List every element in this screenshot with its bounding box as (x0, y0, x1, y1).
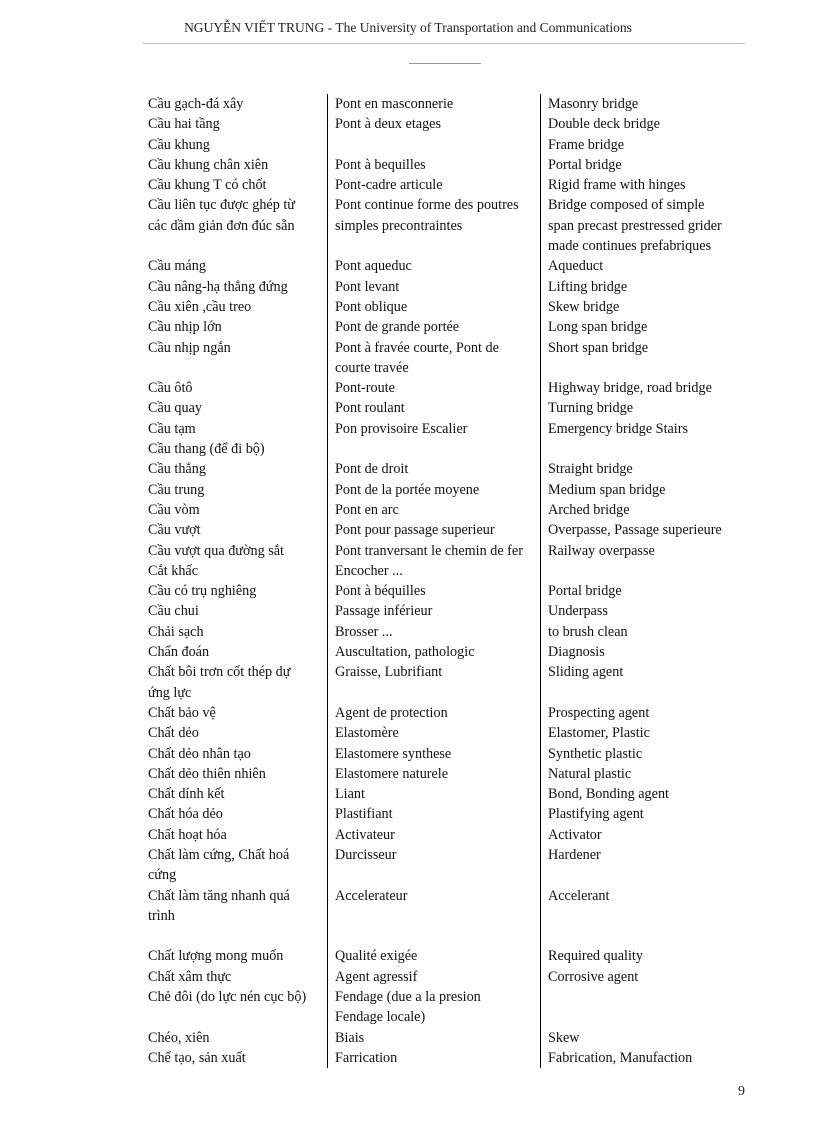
vietnamese-term: Cầu thẳng (148, 461, 206, 478)
table-row (148, 926, 740, 946)
vietnamese-term: Chất hóa dẻo (148, 806, 223, 823)
french-term: Accelerateur (327, 886, 540, 906)
english-term: Activator (540, 825, 740, 845)
table-row (148, 419, 740, 439)
english-term: Arched bridge (540, 500, 740, 520)
table-row (148, 581, 740, 601)
vietnamese-term: Cầu vượt qua đường sắt (148, 542, 284, 559)
vietnamese-term: Chéo, xiên (148, 1029, 210, 1046)
english-term: Frame bridge (540, 135, 740, 155)
vietnamese-term: các dầm giản đơn đúc sẵn (148, 217, 295, 234)
table-row (148, 358, 740, 378)
table-row (148, 94, 740, 114)
vietnamese-term: Chất làm tăng nhanh quá (148, 887, 290, 904)
table-row (148, 886, 740, 906)
french-term: Pont levant (327, 277, 540, 297)
table-row (148, 480, 740, 500)
table-row (148, 135, 740, 155)
english-term: Medium span bridge (540, 480, 740, 500)
vietnamese-term: Cầu hai tầng (148, 116, 220, 133)
vietnamese-term: Cầu chui (148, 603, 199, 620)
table-row (148, 683, 740, 703)
french-term: Pont en masconnerie (327, 94, 540, 114)
french-term: Pont de la portée moyene (327, 480, 540, 500)
vietnamese-term: Cầu trung (148, 481, 205, 498)
vietnamese-term: Cầu máng (148, 258, 206, 275)
table-row (148, 987, 740, 1007)
table-row (148, 195, 740, 215)
vietnamese-term (148, 236, 327, 256)
french-term (327, 865, 540, 885)
french-term: Pont à deux etages (327, 114, 540, 134)
table-row (148, 601, 740, 621)
table-row (148, 1028, 740, 1048)
table-row (148, 764, 740, 784)
english-term: Highway bridge, road bridge (540, 378, 740, 398)
english-term: made continues prefabriques (540, 236, 740, 256)
english-term: Portal bridge (540, 581, 740, 601)
table-row (148, 277, 740, 297)
header-separator: - (327, 20, 333, 35)
french-term: Pont roulant (327, 398, 540, 418)
vietnamese-term: trình (148, 907, 175, 924)
french-term: Pont de droit (327, 459, 540, 479)
table-row (148, 1007, 740, 1027)
english-term: Elastomer, Plastic (540, 723, 740, 743)
table-row (148, 906, 740, 926)
vietnamese-term: Cầu quay (148, 400, 202, 417)
french-term: courte travée (327, 358, 540, 378)
english-term: Skew (540, 1028, 740, 1048)
english-term (540, 1007, 740, 1027)
vietnamese-term: Chất bảo vệ (148, 704, 216, 721)
french-term: Pont en arc (327, 500, 540, 520)
vietnamese-term: Chất dẻo nhân tạo (148, 745, 251, 762)
english-term: Hardener (540, 845, 740, 865)
table-row (148, 561, 740, 581)
table-row (148, 114, 740, 134)
french-term: Qualité exigée (327, 946, 540, 966)
table-row (148, 236, 740, 256)
french-term: Auscultation, pathologic (327, 642, 540, 662)
vietnamese-term: Cầu tạm (148, 420, 196, 437)
english-term: Long span bridge (540, 317, 740, 337)
table-row (148, 967, 740, 987)
table-row (148, 744, 740, 764)
vietnamese-term: cứng (148, 867, 177, 884)
table-row (148, 946, 740, 966)
header-short-rule (409, 63, 481, 64)
table-row (148, 642, 740, 662)
vietnamese-term: Cầu nhịp lớn (148, 319, 222, 336)
english-term: Short span bridge (540, 338, 740, 358)
english-term: Straight bridge (540, 459, 740, 479)
english-term (540, 561, 740, 581)
vietnamese-term: Cắt khấc (148, 562, 199, 579)
table-row (148, 703, 740, 723)
english-term: Masonry bridge (540, 94, 740, 114)
english-term (540, 439, 740, 459)
french-term: Elastomère (327, 723, 540, 743)
french-term: Pont aqueduc (327, 256, 540, 276)
vietnamese-term: Chất lượng mong muốn (148, 948, 284, 965)
french-term (327, 135, 540, 155)
vietnamese-term: ứng lực (148, 684, 192, 701)
french-term: Elastomere synthese (327, 744, 540, 764)
vietnamese-term (148, 1007, 327, 1027)
french-term (327, 906, 540, 926)
english-term (540, 358, 740, 378)
header-institution: The University of Transportation and Communications (335, 20, 632, 35)
english-term (540, 906, 740, 926)
english-term: Rigid frame with hinges (540, 175, 740, 195)
vietnamese-term: Cầu có trụ nghiêng (148, 583, 257, 600)
glossary-table (148, 94, 740, 1068)
french-term: Pont de grande portée (327, 317, 540, 337)
english-term: Aqueduct (540, 256, 740, 276)
french-term: Pont à fravée courte, Pont de (327, 338, 540, 358)
french-term: Agent de protection (327, 703, 540, 723)
english-term: Synthetic plastic (540, 744, 740, 764)
vietnamese-term: Chất dính kết (148, 786, 225, 803)
table-row (148, 398, 740, 418)
table-row (148, 338, 740, 358)
vietnamese-term: Cầu thang (để đi bộ) (148, 441, 265, 458)
french-term (327, 236, 540, 256)
table-row (148, 175, 740, 195)
table-row (148, 622, 740, 642)
french-term: Farrication (327, 1048, 540, 1068)
table-row (148, 825, 740, 845)
english-term: Underpass (540, 601, 740, 621)
table-row (148, 459, 740, 479)
vietnamese-term (148, 926, 327, 946)
table-row (148, 804, 740, 824)
vietnamese-term: Cầu vượt (148, 522, 201, 539)
english-term: Corrosive agent (540, 967, 740, 987)
vietnamese-term: Chất dẻo (148, 725, 199, 742)
french-term: Durcisseur (327, 845, 540, 865)
french-term (327, 439, 540, 459)
french-term: Plastifiant (327, 804, 540, 824)
vietnamese-term: Chất bôi trơn cốt thép dự (148, 664, 291, 681)
vietnamese-term: Chải sạch (148, 623, 204, 640)
french-term: Fendage locale) (327, 1007, 540, 1027)
french-term: Pont à béquilles (327, 581, 540, 601)
vietnamese-term: Chất xâm thực (148, 968, 232, 985)
table-row (148, 784, 740, 804)
vietnamese-term (148, 358, 327, 378)
vietnamese-term: Cầu liên tục được ghép từ (148, 197, 295, 214)
header-rule (143, 43, 745, 44)
page-number: 9 (738, 1084, 745, 1099)
vietnamese-term: Cầu nâng-hạ thẳng đứng (148, 278, 288, 295)
vietnamese-term: Chẩn đoán (148, 644, 210, 661)
english-term: Bridge composed of simple (540, 195, 740, 215)
english-term: Prospecting agent (540, 703, 740, 723)
vietnamese-term: Cầu ôtô (148, 380, 193, 397)
table-row (148, 439, 740, 459)
french-term: Pont oblique (327, 297, 540, 317)
english-term: Bond, Bonding agent (540, 784, 740, 804)
french-term: Elastomere naturele (327, 764, 540, 784)
table-row (148, 155, 740, 175)
english-term: span precast prestressed grider (540, 216, 740, 236)
vietnamese-term: Chẻ đôi (do lực nén cục bộ) (148, 989, 307, 1006)
table-row (148, 216, 740, 236)
english-term: Sliding agent (540, 662, 740, 682)
vietnamese-term: Cầu khung (148, 136, 210, 153)
table-row (148, 500, 740, 520)
table-row (148, 723, 740, 743)
english-term: to brush clean (540, 622, 740, 642)
french-term: simples precontraintes (327, 216, 540, 236)
vietnamese-term: Cầu khung T có chốt (148, 177, 267, 194)
french-term (327, 926, 540, 946)
english-term (540, 683, 740, 703)
french-term: Pont tranversant le chemin de fer (327, 541, 540, 561)
french-term: Agent agressif (327, 967, 540, 987)
english-term (540, 926, 740, 946)
table-row (148, 256, 740, 276)
english-term: Required quality (540, 946, 740, 966)
english-term (540, 865, 740, 885)
french-term: Encocher ... (327, 561, 540, 581)
french-term: Pont-route (327, 378, 540, 398)
vietnamese-term: Cầu gạch-đá xây (148, 96, 244, 112)
english-term: Skew bridge (540, 297, 740, 317)
english-term: Lifting bridge (540, 277, 740, 297)
header-author: NGUYỄN VIẾT TRUNG (184, 20, 325, 35)
english-term: Railway overpasse (540, 541, 740, 561)
english-term (540, 987, 740, 1007)
english-term: Double deck bridge (540, 114, 740, 134)
vietnamese-term: Cầu nhịp ngắn (148, 339, 231, 356)
table-row (148, 317, 740, 337)
table-row (148, 845, 740, 865)
table-row (148, 541, 740, 561)
english-term: Accelerant (540, 886, 740, 906)
french-term: Passage inférieur (327, 601, 540, 621)
french-term: Pont pour passage superieur (327, 520, 540, 540)
french-term: Activateur (327, 825, 540, 845)
french-term: Biais (327, 1028, 540, 1048)
table-row (148, 378, 740, 398)
vietnamese-term: Chất dẻo thiên nhiên (148, 765, 266, 782)
french-term: Pont continue forme des poutres (327, 195, 540, 215)
english-term: Overpasse, Passage superieure (540, 520, 740, 540)
french-term: Brosser ... (327, 622, 540, 642)
french-term: Graisse, Lubrifiant (327, 662, 540, 682)
table-row (148, 1048, 740, 1068)
french-term (327, 683, 540, 703)
english-term: Portal bridge (540, 155, 740, 175)
english-term: Emergency bridge Stairs (540, 419, 740, 439)
page-header (0, 20, 816, 36)
vietnamese-term: Chế tạo, sản xuất (148, 1049, 246, 1066)
french-term: Fendage (due a la presion (327, 987, 540, 1007)
english-term: Natural plastic (540, 764, 740, 784)
french-term: Liant (327, 784, 540, 804)
french-term: Pont à bequilles (327, 155, 540, 175)
vietnamese-term: Cầu vòm (148, 501, 200, 518)
table-row (148, 865, 740, 885)
table-row (148, 662, 740, 682)
table-row (148, 297, 740, 317)
english-term: Diagnosis (540, 642, 740, 662)
english-term: Fabrication, Manufaction (540, 1048, 740, 1068)
english-term: Plastifying agent (540, 804, 740, 824)
table-row (148, 520, 740, 540)
vietnamese-term: Chất hoạt hóa (148, 826, 227, 843)
french-term: Pon provisoire Escalier (327, 419, 540, 439)
vietnamese-term: Cầu xiên ,cầu treo (148, 298, 252, 315)
english-term: Turning bridge (540, 398, 740, 418)
french-term: Pont-cadre articule (327, 175, 540, 195)
vietnamese-term: Cầu khung chân xiên (148, 156, 269, 173)
vietnamese-term: Chất làm cứng, Chất hoá (148, 846, 290, 863)
